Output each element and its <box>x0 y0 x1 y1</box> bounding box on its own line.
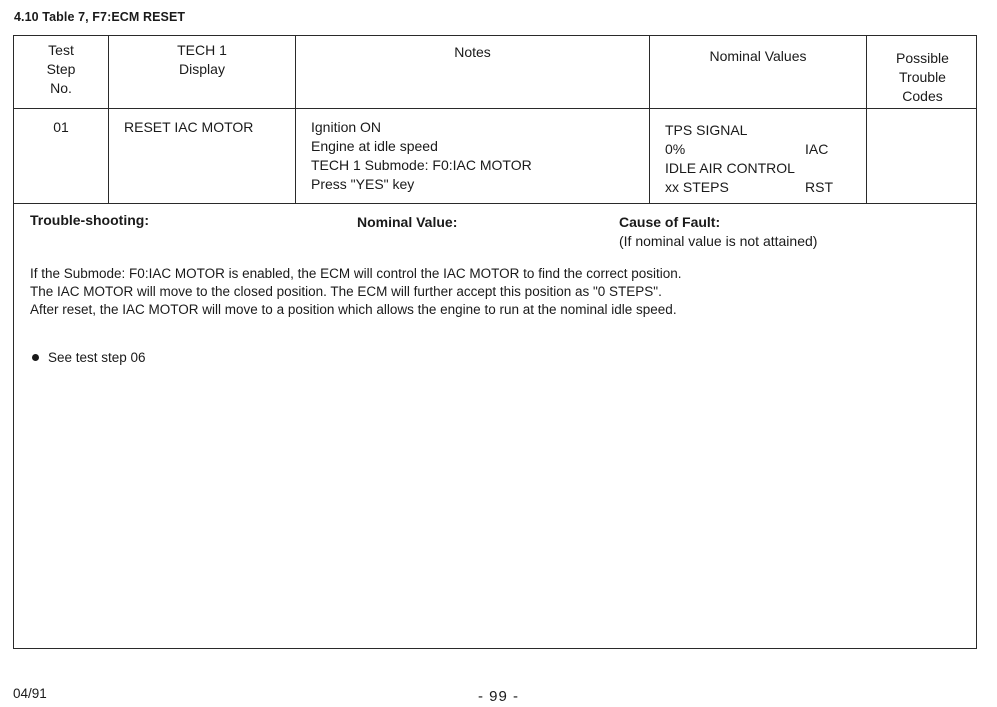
nominal-value-label: Nominal Value: <box>357 214 458 230</box>
header-test-step: Test Step No. <box>46 42 76 96</box>
bullet-icon <box>32 354 39 361</box>
row-display: RESET IAC MOTOR <box>124 119 254 135</box>
troubleshooting-label: Trouble-shooting: <box>30 212 149 228</box>
footer-date: 04/91 <box>13 686 47 701</box>
troubleshooting-paragraph: If the Submode: F0:IAC MOTOR is enabled, the ECM will control the IAC MOTOR to find the correct position. The IAC MOTOR will move to the closed position. The ECM will further accept this position as "0 STEPS". After reset, the IAC MOTOR will move to a position which allows the engine to run at the nominal idle speed. <box>30 266 682 317</box>
row-step-number: 01 <box>53 119 69 135</box>
header-nominal-values: Nominal Values <box>709 48 807 64</box>
page-number: - 99 - <box>477 688 519 705</box>
row-nominal-values: TPS SIGNAL 0% IAC IDLE AIR CONTROL xx STEPS RST <box>665 122 833 195</box>
header-display: TECH 1 Display <box>177 42 227 77</box>
row-divider <box>14 203 976 204</box>
ecm-reset-table <box>13 35 977 649</box>
section-title: 4.10 Table 7, F7:ECM RESET <box>14 10 186 24</box>
header-notes: Notes <box>454 44 491 60</box>
row-notes: Ignition ON Engine at idle speed TECH 1 Submode: F0:IAC MOTOR Press "YES" key <box>311 119 532 192</box>
header-trouble-codes: Possible Trouble Codes <box>896 50 949 104</box>
bullet-text: See test step 06 <box>48 350 146 365</box>
header-divider <box>14 108 976 109</box>
cause-of-fault: Cause of Fault: (If nominal value is not attained) <box>619 214 818 249</box>
